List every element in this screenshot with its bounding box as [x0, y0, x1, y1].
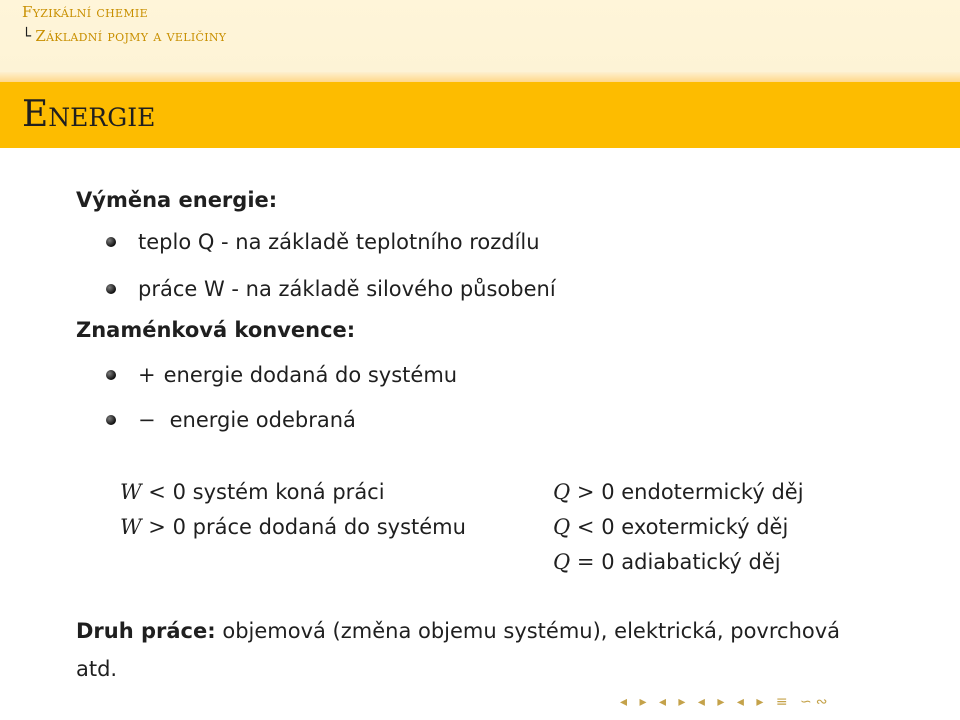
work-var: W — [120, 515, 142, 539]
work-zero: 0 — [172, 480, 186, 504]
heat-text: exotermický děj — [621, 515, 789, 539]
sign-item-minus: energie odebraná — [169, 408, 356, 432]
list-item — [106, 277, 556, 301]
bullet-icon — [106, 237, 116, 247]
work-rel: < — [148, 480, 166, 504]
plus-symbol: + — [138, 363, 156, 387]
header-strip — [0, 72, 960, 82]
sign-item-plus: energie dodaná do systému — [163, 363, 458, 387]
heat-row — [553, 550, 781, 574]
work-text: práce dodaná do systému — [192, 515, 466, 539]
exchange-item-work: práce W - na základě silového působení — [138, 277, 556, 301]
work-types-label: Druh práce: — [76, 619, 216, 643]
work-types-paragraph — [76, 612, 866, 688]
heat-text: adiabatický děj — [621, 550, 781, 574]
heat-text: endotermický děj — [621, 480, 804, 504]
course-title: Fyzikální chemie — [22, 3, 148, 21]
bullet-icon — [106, 284, 116, 294]
heat-rel: = — [576, 550, 595, 574]
header — [0, 0, 960, 72]
heat-zero: 0 — [601, 480, 615, 504]
bullet-icon — [106, 370, 116, 380]
navigation-controls[interactable]: ◂ ▸ ◂ ▸ ◂ ▸ ◂ ▸ ≡ ∽∾ — [620, 694, 832, 710]
title-bar — [0, 82, 960, 148]
work-rel: > — [148, 515, 166, 539]
heat-zero: 0 — [601, 515, 615, 539]
list-item — [106, 230, 540, 254]
heat-rel: > — [576, 480, 595, 504]
work-types-text: objemová (změna objemu systému), elektrická, povrchová atd. — [76, 619, 841, 681]
heat-var: Q — [553, 550, 571, 574]
minus-symbol: − — [138, 408, 156, 432]
work-row — [120, 515, 466, 539]
sign-heading: Znaménková konvence: — [76, 318, 356, 342]
heat-rel: < — [576, 515, 595, 539]
section-label: Základní pojmy a veličiny — [35, 27, 227, 45]
heat-zero: 0 — [601, 550, 615, 574]
work-row — [120, 480, 385, 504]
exchange-heading: Výměna energie: — [76, 188, 278, 212]
slide-title: Energie — [22, 94, 156, 135]
heat-row — [553, 515, 788, 539]
work-var: W — [120, 480, 142, 504]
heat-var: Q — [553, 515, 571, 539]
heat-row — [553, 480, 804, 504]
work-zero: 0 — [172, 515, 186, 539]
list-item — [106, 408, 356, 432]
bullet-icon — [106, 415, 116, 425]
exchange-item-heat: teplo Q - na základě teplotního rozdílu — [138, 230, 540, 254]
work-text: systém koná práci — [192, 480, 385, 504]
list-item — [106, 363, 457, 387]
tree-arrow-icon: └ — [22, 27, 32, 45]
section-title — [22, 27, 226, 45]
heat-var: Q — [553, 480, 571, 504]
